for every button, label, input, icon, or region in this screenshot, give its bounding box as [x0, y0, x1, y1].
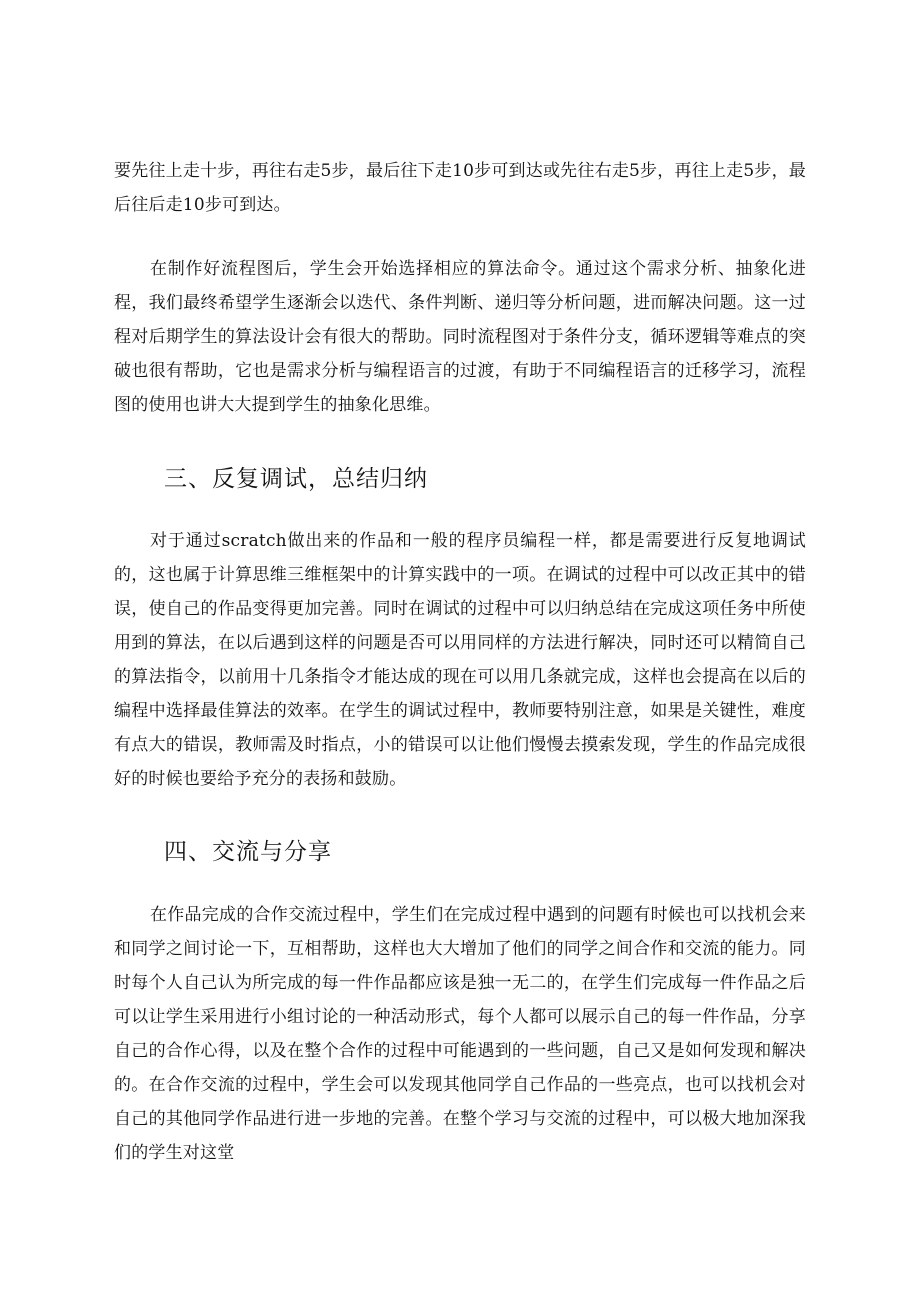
section-heading-debugging: 三、反复调试，总结归纳 — [164, 466, 428, 492]
paragraph-sharing: 在作品完成的合作交流过程中，学生们在完成过程中遇到的问题有时候也可以找机会来和同学之间讨论一下，互相帮助，这样也大大增加了他们的同学之间合作和交流的能力。同时每个人自己认为所完成的每一件作品都应该是独一无二的，在学生们完成每一件作品之后可以让学生采用进行小组讨论的一种活动形式，每个人都可以展示自己的每一件作品，分享自己的合作心得，以及在整个合作的过程中可能遇到的一些问题，自己又是如何发现和解决的。在合作交流的过程中，学生会可以发现其他同学自己作品的一些亮点，也可以找机会对自己的其他同学作品进行进一步地的完善。在整个学习与交流的过程中，可以极大地加深我们的学生对这堂 — [114, 905, 806, 1163]
section-heading-sharing: 四、交流与分享 — [164, 839, 332, 865]
paragraph-route-description: 要先往上走十步，再往右走5步，最后往下走10步可到达或先往右走5步，再往上走5步，最后往后走10步可到达。 — [114, 161, 806, 215]
paragraph-debugging: 对于通过scratch做出来的作品和一般的程序员编程一样，都是需要进行反复地调试的，这也属于计算思维三维框架中的计算实践中的一项。在调试的过程中可以改正其中的错误，使自己的作品变得更加完善。同时在调试的过程中可以归纳总结在完成这项任务中所使用到的算法，在以后遇到这样的问题是否可以用同样的方法进行解决，同时还可以精简自己的算法指令，以前用十几条指令才能达成的现在可以用几条就完成，这样也会提高在以后的编程中选择最佳算法的效率。在学生的调试过程中，教师要特别注意，如果是关键性，难度有点大的错误，教师需及时指点，小的错误可以让他们慢慢去摸索发现，学生的作品完成很好的时候也要给予充分的表扬和鼓励。 — [114, 531, 806, 789]
paragraph-flowchart: 在制作好流程图后，学生会开始选择相应的算法命令。通过这个需求分析、抽象化进程，我们最终希望学生逐渐会以迭代、条件判断、递归等分析问题，进而解决问题。这一过程对后期学生的算法设计会有很大的帮助。同时流程图对于条件分支，循环逻辑等难点的突破也很有帮助，它也是需求分析与编程语言的过渡，有助于不同编程语言的迁移学习，流程图的使用也讲大大提到学生的抽象化思维。 — [114, 259, 806, 415]
